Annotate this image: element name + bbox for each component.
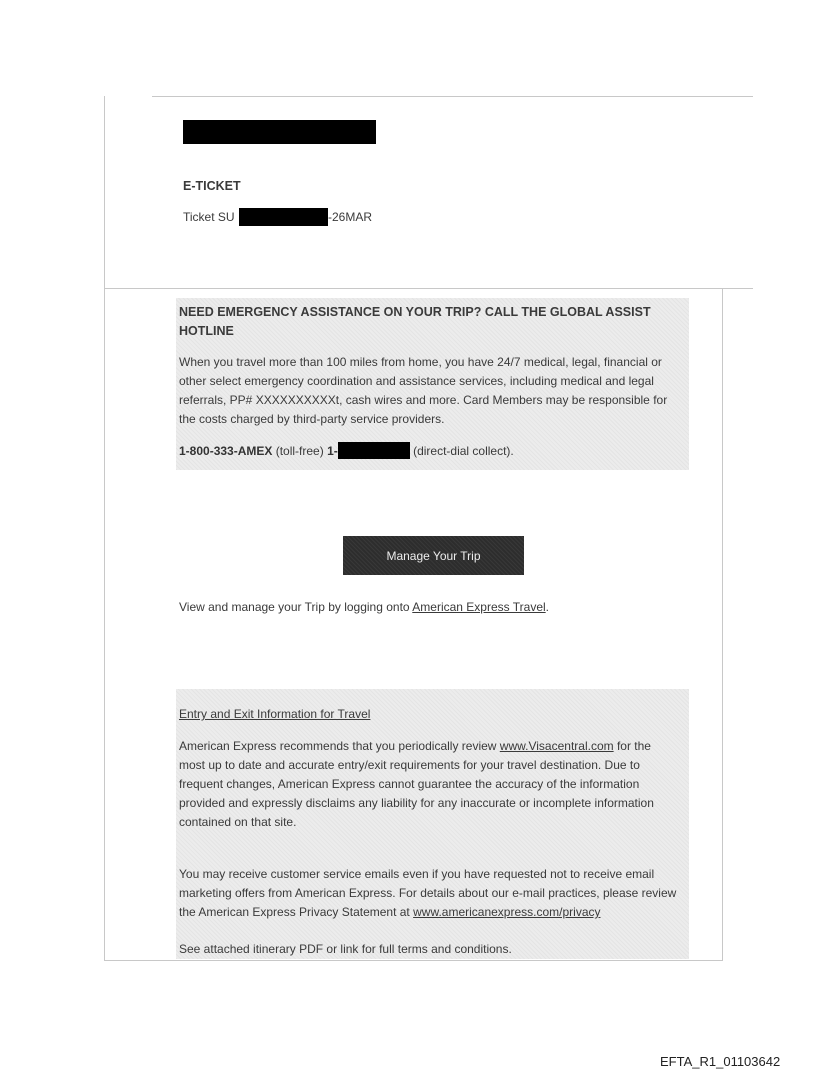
- assistance-body-line: other select emergency coordination and assistance services, including medical and legal: [179, 374, 654, 388]
- ticket-suffix: -26MAR: [328, 210, 373, 224]
- redacted-header-block: [183, 120, 376, 144]
- tollfree-label: (toll-free): [272, 444, 328, 458]
- entry-exit-heading: [179, 705, 370, 724]
- entry-exit-line: frequent changes, American Express cannot guarantee the accuracy of the information: [179, 777, 640, 791]
- privacy-line: You may receive customer service emails even if you have requested not to receive email: [179, 867, 655, 881]
- visacentral-link[interactable]: www.Visacentral.com: [499, 739, 614, 753]
- top-divider: [152, 96, 753, 97]
- intl-phone-prefix: 1-: [327, 444, 338, 458]
- eticket-title: E-TICKET: [183, 179, 241, 193]
- collect-label: (direct-dial collect).: [409, 444, 514, 458]
- manage-text-after: .: [545, 600, 550, 614]
- review-text: American Express recommends that you periodically review: [179, 739, 500, 753]
- document-id: EFTA_R1_01103642: [660, 1054, 781, 1069]
- entry-exit-line: provided and expressly disclaims any liability for any inaccurate or incomplete information: [179, 796, 654, 810]
- right-border: [722, 289, 723, 961]
- manage-text-before: View and manage your Trip by logging onto: [179, 600, 413, 614]
- redacted-intl-number: [338, 442, 410, 459]
- privacy-link[interactable]: www.americanexpress.com/privacy: [413, 905, 601, 919]
- redacted-ticket-number: [239, 208, 328, 226]
- assistance-body-line: the costs charged by third-party service providers.: [179, 412, 445, 426]
- assistance-body-line: When you travel more than 100 miles from home, you have 24/7 medical, legal, financial or: [179, 355, 662, 369]
- privacy-line: marketing offers from American Express. For details about our e-mail practices, please review: [179, 886, 677, 900]
- assistance-body-line: referrals, PP# XXXXXXXXXXt, cash wires and more. Card Members may be responsible for: [179, 393, 668, 407]
- review-text-after: for the: [613, 739, 651, 753]
- amex-travel-link[interactable]: American Express Travel: [412, 600, 546, 614]
- privacy-text: the American Express Privacy Statement at: [179, 905, 414, 919]
- amex-phone-number: 1-800-333-AMEX: [179, 444, 273, 458]
- entry-exit-link[interactable]: Entry and Exit Information for Travel: [179, 707, 371, 721]
- entry-exit-line: contained on that site.: [179, 815, 297, 829]
- phone-line: [179, 442, 514, 461]
- entry-exit-line: [179, 737, 651, 756]
- mid-divider: [104, 288, 753, 289]
- manage-trip-text: [179, 598, 549, 617]
- left-border: [104, 96, 105, 961]
- privacy-line: [179, 903, 601, 922]
- assistance-heading-cont: HOTLINE: [179, 324, 234, 338]
- entry-exit-line: most up to date and accurate entry/exit requirements for your travel destination. Due to: [179, 758, 640, 772]
- ticket-prefix: Ticket SU: [183, 210, 235, 224]
- assistance-heading: NEED EMERGENCY ASSISTANCE ON YOUR TRIP? CALL THE GLOBAL ASSIST: [179, 305, 651, 319]
- bottom-divider: [104, 960, 723, 961]
- manage-trip-button[interactable]: Manage Your Trip: [343, 536, 524, 575]
- terms-text: See attached itinerary PDF or link for full terms and conditions.: [179, 942, 512, 956]
